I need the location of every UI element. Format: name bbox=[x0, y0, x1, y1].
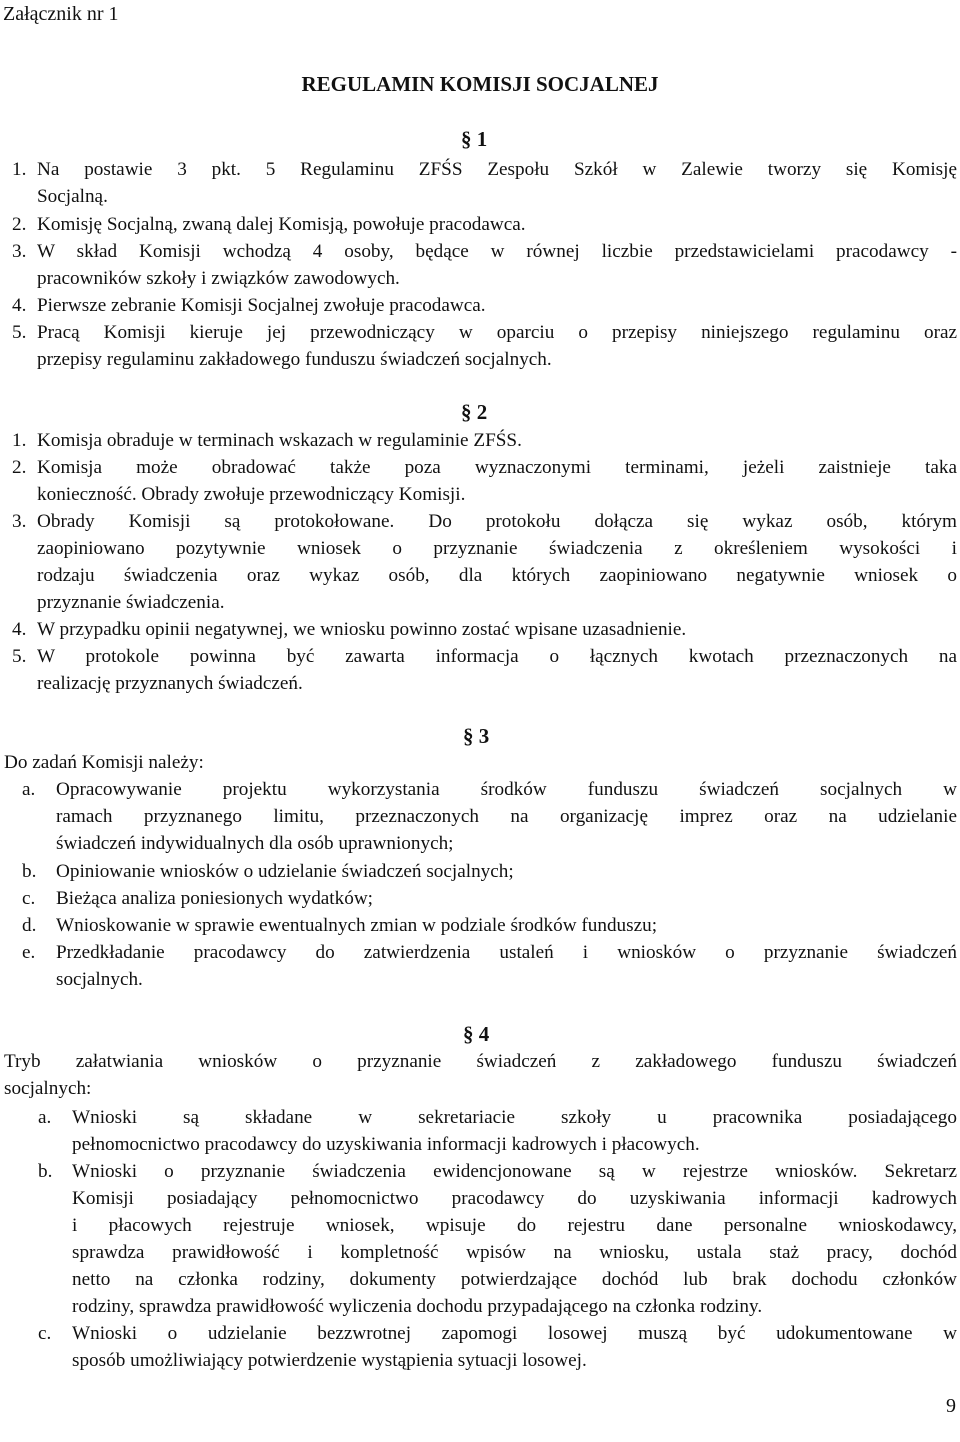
section-intro: Tryb załatwiania wniosków o przyznanie świadczeń z zakładowego funduszu świadczeń bbox=[4, 1051, 957, 1072]
item-text-line: przyznanie świadczenia. bbox=[37, 592, 225, 613]
item-text-line: realizację przyznanych świadczeń. bbox=[37, 673, 303, 694]
item-number: 3. bbox=[12, 511, 27, 532]
item-text-line: Opiniowanie wniosków o udzielanie świadczeń socjalnych; bbox=[56, 861, 514, 882]
item-number: c. bbox=[38, 1323, 52, 1344]
section-intro: Do zadań Komisji należy: bbox=[4, 752, 204, 773]
item-number: 2. bbox=[12, 214, 27, 235]
item-text-line: rodzaju świadczenia oraz wykaz osób, dla których zaopiniowano negatywnie wniosek o bbox=[37, 565, 957, 586]
item-text-line: sposób umożliwiający potwierdzenie wystąpienia sytuacji losowej. bbox=[72, 1350, 587, 1371]
item-number: a. bbox=[22, 779, 36, 800]
item-number: e. bbox=[22, 942, 36, 963]
item-text-line: Wnioskowanie w sprawie ewentualnych zmian w podziale środków funduszu; bbox=[56, 915, 658, 936]
item-text-line: Wnioski o udzielanie bezzwrotnej zapomogi losowej muszą być udokumentowane w bbox=[72, 1323, 957, 1344]
item-number: c. bbox=[22, 888, 36, 909]
item-text-line: pracowników szkoły i związków zawodowych. bbox=[37, 268, 400, 289]
section-heading: § 3 bbox=[463, 724, 490, 748]
item-text-line: W protokole powinna być zawarta informacja o łącznych kwotach przeznaczonych na bbox=[37, 646, 957, 667]
item-text-line: Komisję Socjalną, zwaną dalej Komisją, powołuje pracodawca. bbox=[37, 214, 526, 235]
item-text-line: przepisy regulaminu zakładowego funduszu świadczeń socjalnych. bbox=[37, 349, 552, 370]
item-number: 3. bbox=[12, 241, 27, 262]
item-number: 4. bbox=[12, 295, 27, 316]
section-heading: § 4 bbox=[463, 1022, 490, 1046]
item-text-line: rodziny, sprawdza prawidłowość wyliczenia dochodu przypadającego na członka rodziny. bbox=[72, 1296, 763, 1317]
item-text-line: netto na członka rodziny, dokumenty potwierdzające dochód lub brak dochodu członków bbox=[72, 1269, 957, 1290]
item-text-line: świadczeń indywidualnych dla osób uprawnionych; bbox=[56, 833, 454, 854]
item-number: a. bbox=[38, 1107, 52, 1128]
document-title: REGULAMIN KOMISJI SOCJALNEJ bbox=[301, 72, 659, 96]
item-text-line: W skład Komisji wchodzą 4 osoby, będące w równej liczbie przedstawicielami pracodawcy - bbox=[37, 241, 957, 262]
item-number: 5. bbox=[12, 646, 27, 667]
item-text-line: Komisji posiadający pełnomocnictwo pracodawcy do uzyskiwania informacji kadrowych bbox=[72, 1188, 957, 1209]
item-text-line: konieczność. Obrady zwołuje przewodniczący Komisji. bbox=[37, 484, 466, 505]
attachment-label: Załącznik nr 1 bbox=[3, 3, 119, 25]
item-text-line: Komisja może obradować także poza wyznaczonymi terminami, jeżeli zaistnieje taka bbox=[37, 457, 957, 478]
section-intro: socjalnych: bbox=[4, 1078, 92, 1099]
item-text-line: zaopiniowano pozytywnie wniosek o przyznanie świadczenia z określeniem wysokości i bbox=[37, 538, 957, 559]
item-number: b. bbox=[38, 1161, 53, 1182]
item-text-line: i płacowych rejestruje wniosek, wpisuje do rejestru dane personalne wnioskodawcy, bbox=[72, 1215, 957, 1236]
item-number: 5. bbox=[12, 322, 27, 343]
section-heading: § 1 bbox=[461, 127, 488, 151]
section-heading: § 2 bbox=[461, 400, 488, 424]
item-text-line: Wnioski są składane w sekretariacie szkoły u pracownika posiadającego bbox=[72, 1107, 957, 1128]
item-text-line: socjalnych. bbox=[56, 969, 143, 990]
item-number: b. bbox=[22, 861, 37, 882]
item-text-line: Pracą Komisji kieruje jej przewodniczący w oparciu o przepisy niniejszego regulaminu oraz bbox=[37, 322, 957, 343]
item-number: 4. bbox=[12, 619, 27, 640]
item-text-line: Opracowywanie projektu wykorzystania środków funduszu świadczeń socjalnych w bbox=[56, 779, 957, 800]
item-text-line: Bieżąca analiza poniesionych wydatków; bbox=[56, 888, 374, 909]
item-number: 1. bbox=[12, 430, 27, 451]
item-text-line: Pierwsze zebranie Komisji Socjalnej zwołuje pracodawca. bbox=[37, 295, 486, 316]
item-number: 2. bbox=[12, 457, 27, 478]
item-text-line: sprawdza prawidłowość i kompletność wpisów na wniosku, ustala staż pracy, dochód bbox=[72, 1242, 957, 1263]
item-text-line: Obrady Komisji są protokołowane. Do protokołu dołącza się wykaz osób, którym bbox=[37, 511, 957, 532]
item-text-line: W przypadku opinii negatywnej, we wniosku powinno zostać wpisane uzasadnienie. bbox=[37, 619, 687, 640]
item-text-line: Komisja obraduje w terminach wskazach w regulaminie ZFŚS. bbox=[37, 430, 522, 451]
item-text-line: Socjalną. bbox=[37, 186, 108, 207]
item-text-line: Wnioski o przyznanie świadczenia ewidencjonowane są w rejestrze wniosków. Sekretarz bbox=[72, 1161, 957, 1182]
item-number: d. bbox=[22, 915, 37, 936]
item-text-line: pełnomocnictwo pracodawcy do uzyskiwania informacji kadrowych i płacowych. bbox=[72, 1134, 700, 1155]
page-number: 9 bbox=[946, 1395, 956, 1417]
item-text-line: ramach przyznanego limitu, przeznaczonych na organizację imprez oraz na udzielanie bbox=[56, 806, 957, 827]
item-number: 1. bbox=[12, 159, 27, 180]
item-text-line: Na postawie 3 pkt. 5 Regulaminu ZFŚS Zespołu Szkół w Zalewie tworzy się Komisję bbox=[37, 159, 957, 180]
item-text-line: Przedkładanie pracodawcy do zatwierdzenia ustaleń i wniosków o przyznanie świadczeń bbox=[56, 942, 957, 963]
